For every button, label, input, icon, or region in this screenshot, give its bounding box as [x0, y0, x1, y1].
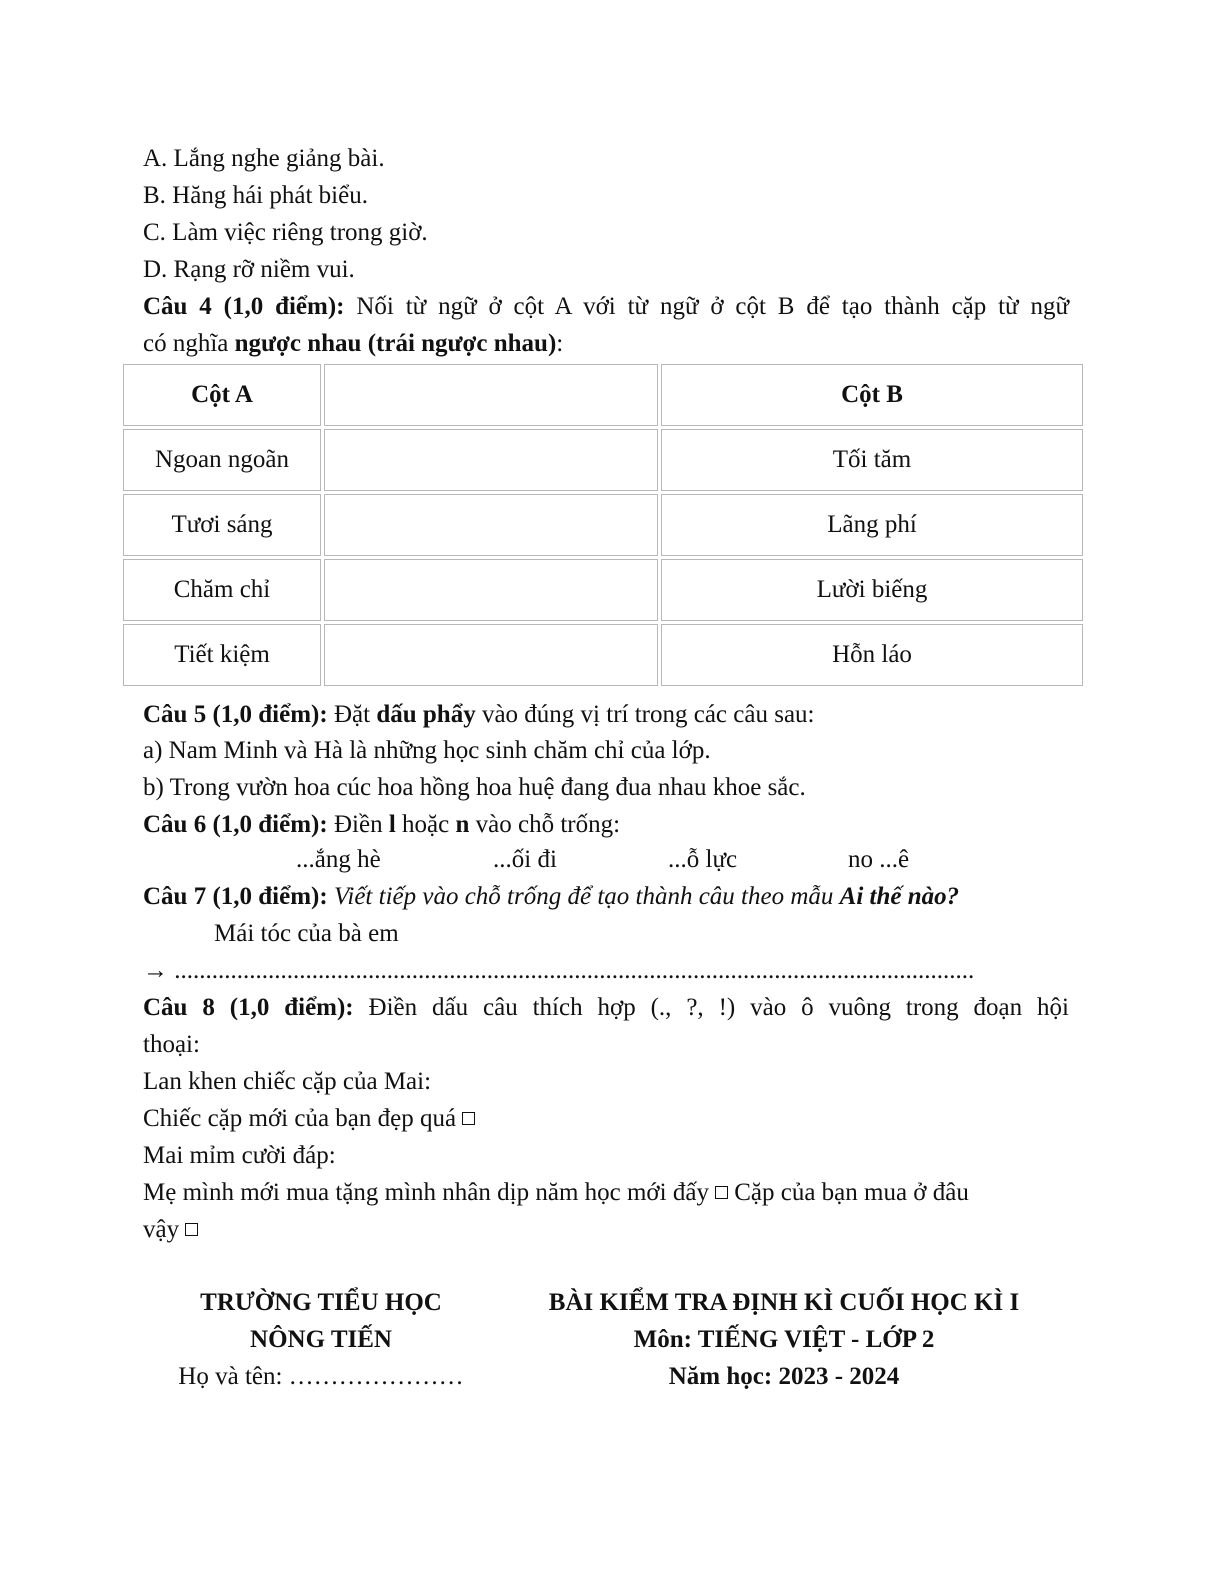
table-row — [123, 429, 1083, 491]
matching-table — [120, 361, 1086, 689]
q5-sentence-b: b) Trong vườn hoa cúc hoa hồng hoa huệ đang đua nhau khoe sắc. — [143, 774, 806, 801]
q6-text-post: vào chỗ trống: — [475, 811, 621, 838]
q7-text-italic: Viết tiếp vào chỗ trống để tạo thành câu theo mẫu — [333, 883, 834, 910]
q8-dialogue-5 — [143, 1215, 198, 1245]
column-a-cell: Tươi sáng — [123, 494, 321, 556]
q8-instruction-line2: thoại: — [143, 1031, 200, 1058]
q7-label: Câu 7 (1,0 điểm): — [143, 883, 328, 910]
q6-letter-n: n — [455, 811, 470, 838]
q8-text: Điền dấu câu thích hợp (., ?, !) vào ô vuông trong đoạn hội — [368, 994, 1069, 1021]
answer-box[interactable] — [462, 1112, 475, 1125]
answer-box[interactable] — [185, 1223, 198, 1236]
table-row — [123, 494, 1083, 556]
q5-sentence-a: a) Nam Minh và Hà là những học sinh chăm chỉ của lớp. — [143, 737, 711, 764]
q4-text: Nối từ ngữ ở cột A với từ ngữ ở cột B để tạo thành cặp từ ngữ — [356, 293, 1070, 320]
q5-label: Câu 5 (1,0 điểm): — [143, 701, 328, 728]
q7-text-bold-italic: Ai thế nào? — [839, 883, 960, 910]
q8-dialogue-2 — [143, 1104, 475, 1134]
column-a-cell: Ngoan ngoãn — [123, 429, 321, 491]
match-space-cell — [324, 429, 658, 491]
q8-label: Câu 8 (1,0 điểm): — [143, 994, 354, 1021]
q6-instruction — [143, 810, 620, 840]
school-info — [140, 1284, 502, 1395]
column-b-cell: Lười biếng — [661, 559, 1083, 621]
q8-dialogue-4a-text: Mẹ mình mới mua tặng mình nhân dịp năm học mới đấy — [143, 1179, 709, 1206]
column-b-cell: Tối tăm — [661, 429, 1083, 491]
exam-year: Năm học: 2023 - 2024 — [668, 1363, 900, 1390]
match-space-cell — [324, 494, 658, 556]
q6-text-pre: Điền — [333, 811, 383, 838]
table-row — [123, 559, 1083, 621]
exam-subject: Môn: TIẾNG VIỆT - LỚP 2 — [633, 1326, 935, 1353]
q6-text-mid: hoặc — [402, 811, 450, 838]
q7-answer-line: → ................................................................................................................................ — [143, 957, 975, 984]
q4-label: Câu 4 (1,0 điểm): — [143, 293, 345, 320]
q4-text-post: : — [556, 330, 564, 357]
q7-prompt: Mái tóc của bà em — [214, 920, 399, 947]
school-name-line1: TRƯỜNG TIỂU HỌC — [200, 1289, 442, 1316]
q4-instruction-line1 — [143, 292, 1069, 322]
q6-blank-2: ...ối đi — [493, 846, 557, 873]
q6-blank-4: no ...ê — [848, 846, 910, 873]
q6-letter-l: l — [388, 811, 396, 838]
answer-box[interactable] — [715, 1186, 728, 1199]
match-space-cell — [324, 559, 658, 621]
column-a-header: Cột A — [123, 364, 321, 426]
q4-instruction-line2 — [143, 329, 563, 359]
q8-dialogue-3: Mai mỉm cười đáp: — [143, 1142, 336, 1169]
q3-option-d: D. Rạng rỡ niềm vui. — [143, 256, 355, 283]
q6-blank-1: ...ắng hè — [296, 846, 381, 873]
q8-dialogue-4b-text: Cặp của bạn mua ở đâu — [734, 1179, 969, 1206]
table-header-row — [123, 364, 1083, 426]
column-b-cell: Hỗn láo — [661, 624, 1083, 686]
match-space-cell — [324, 364, 658, 426]
q4-text-pre: có nghĩa — [143, 330, 229, 357]
exam-info — [508, 1284, 1060, 1395]
q5-text-post: vào đúng vị trí trong các câu sau: — [481, 701, 815, 728]
exam-title: BÀI KIỂM TRA ĐỊNH KÌ CUỐI HỌC KÌ I — [548, 1289, 1020, 1316]
q3-option-b: B. Hăng hái phát biểu. — [143, 182, 368, 209]
q8-dialogue-4 — [143, 1178, 969, 1208]
q8-instruction-line1 — [143, 993, 1069, 1023]
table-row — [123, 624, 1083, 686]
q6-label: Câu 6 (1,0 điểm): — [143, 811, 328, 838]
q5-text-bold: dấu phẩy — [376, 701, 476, 728]
column-a-cell: Chăm chỉ — [123, 559, 321, 621]
column-b-cell: Lãng phí — [661, 494, 1083, 556]
q8-dialogue-1: Lan khen chiếc cặp của Mai: — [143, 1068, 432, 1095]
column-b-header: Cột B — [661, 364, 1083, 426]
q6-blank-3: ...ỗ lực — [668, 846, 738, 873]
q5-instruction — [143, 700, 815, 730]
school-name-line2: NÔNG TIẾN — [250, 1326, 392, 1353]
q3-option-c: C. Làm việc riêng trong giờ. — [143, 219, 428, 246]
student-name-field: Họ và tên: ………………… — [178, 1363, 464, 1390]
match-space-cell — [324, 624, 658, 686]
column-a-cell: Tiết kiệm — [123, 624, 321, 686]
q7-instruction — [143, 882, 959, 912]
q8-dialogue-5-text: vậy — [143, 1216, 180, 1243]
q5-text-pre: Đặt — [333, 701, 371, 728]
q3-option-a: A. Lắng nghe giảng bài. — [143, 145, 385, 172]
q8-dialogue-2-text: Chiếc cặp mới của bạn đẹp quá — [143, 1105, 457, 1132]
q4-text-bold: ngược nhau (trái ngược nhau) — [234, 330, 557, 357]
